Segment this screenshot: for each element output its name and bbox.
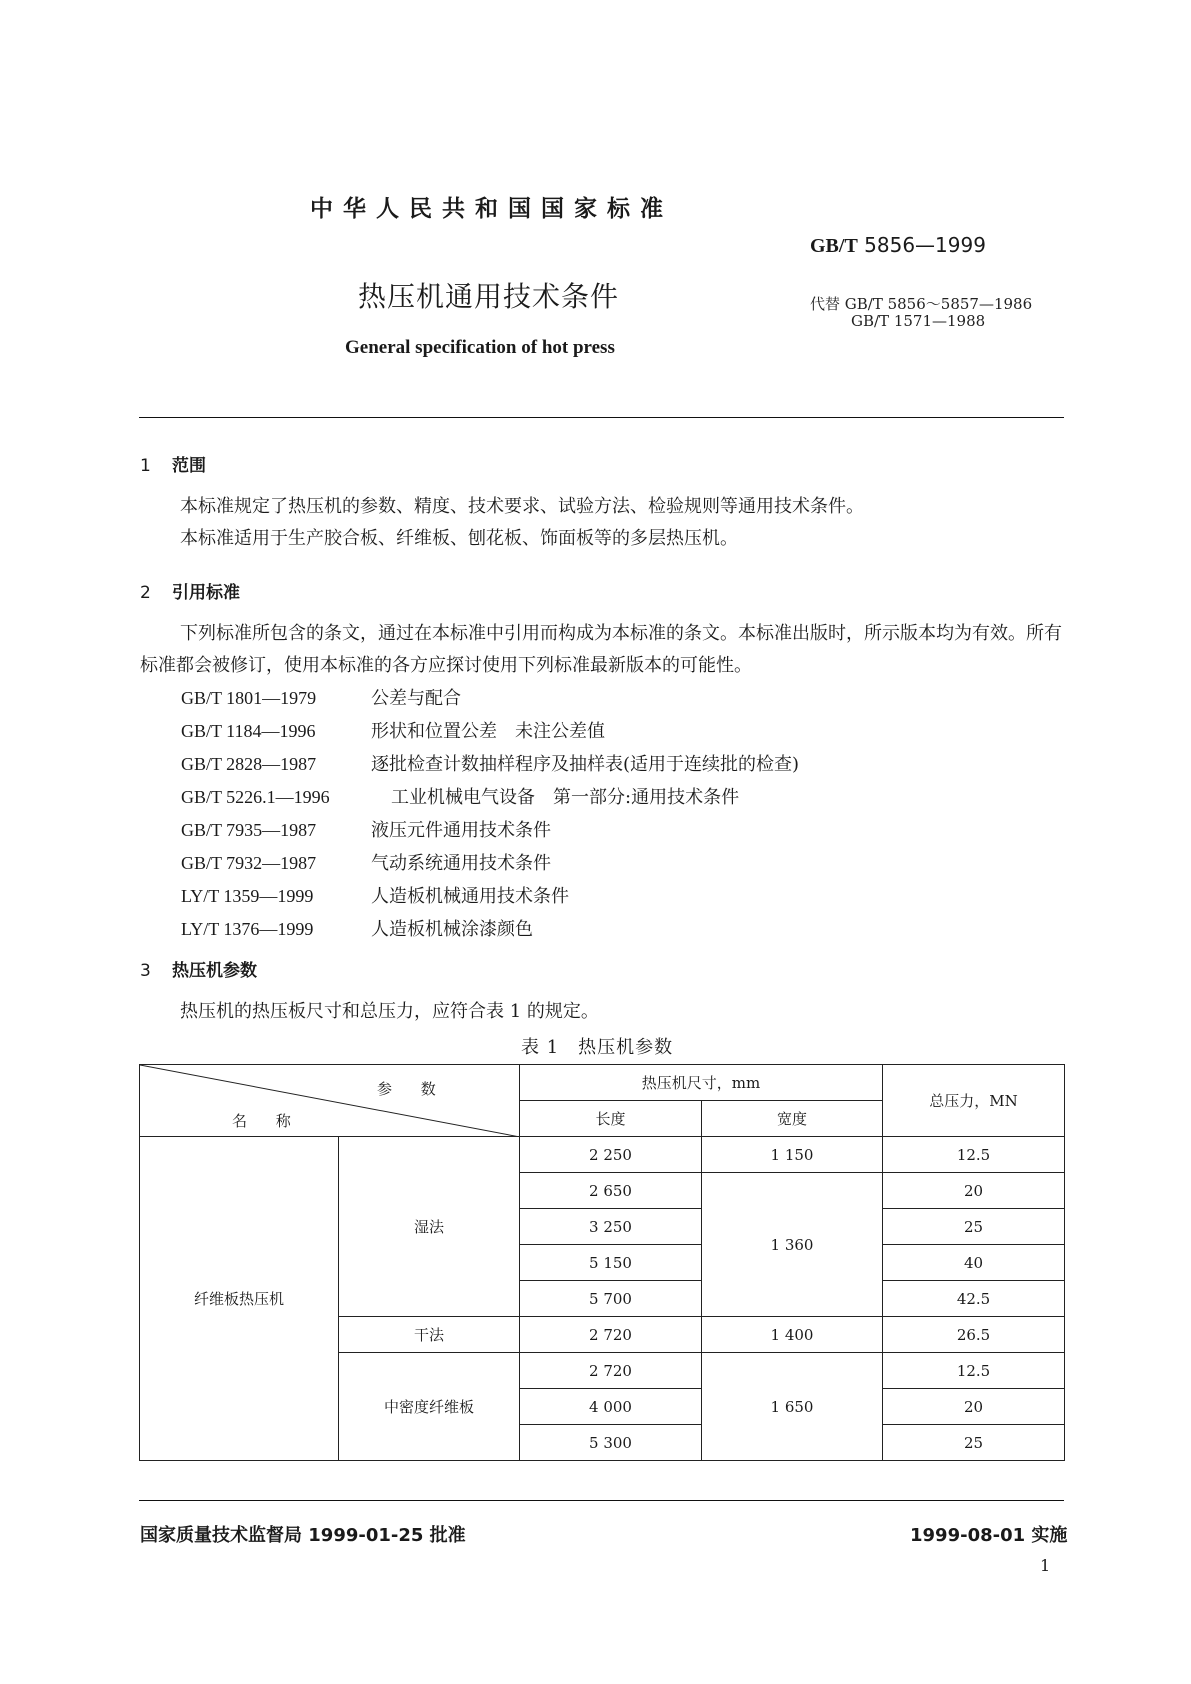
group-cell-mdf: 中密度纤维板 bbox=[339, 1353, 520, 1461]
category-cell: 纤维板热压机 bbox=[140, 1137, 339, 1461]
force-cell: 25 bbox=[883, 1425, 1065, 1461]
reference-title: 人造板机械通用技术条件 bbox=[371, 886, 569, 907]
length-cell: 5 150 bbox=[520, 1245, 702, 1281]
replaces-note bbox=[810, 296, 1032, 330]
width-cell: 1 150 bbox=[702, 1137, 883, 1173]
section-number: 3 bbox=[140, 961, 151, 981]
length-cell: 3 250 bbox=[520, 1209, 702, 1245]
section-1-heading bbox=[140, 451, 206, 476]
reference-item bbox=[181, 847, 799, 880]
section-1-paragraph-1: 本标准规定了热压机的参数、精度、技术要求、试验方法、检验规则等通用技术条件。 bbox=[180, 496, 864, 517]
diagonal-line bbox=[140, 1065, 520, 1137]
width-cell: 1 360 bbox=[702, 1173, 883, 1317]
header-force: 总压力，MN bbox=[883, 1065, 1065, 1137]
reference-code: LY/T 1376—1999 bbox=[181, 919, 314, 939]
effective-date: 1999-08-01 实施 bbox=[910, 1525, 1068, 1546]
header-width: 宽度 bbox=[702, 1101, 883, 1137]
section-title: 范围 bbox=[172, 456, 206, 476]
reference-code: GB/T 1801—1979 bbox=[181, 688, 317, 708]
force-cell: 40 bbox=[883, 1245, 1065, 1281]
group-cell-wet: 湿法 bbox=[339, 1137, 520, 1317]
header-length: 长度 bbox=[520, 1101, 702, 1137]
force-cell: 42.5 bbox=[883, 1281, 1065, 1317]
reference-title: 逐批检查计数抽样程序及抽样表(适用于连续批的检查) bbox=[371, 754, 800, 775]
reference-code: GB/T 1184—1996 bbox=[181, 721, 316, 741]
replaces-line-1: 代替 GB/T 5856～5857—1986 bbox=[810, 295, 1033, 313]
reference-code: GB/T 2828—1987 bbox=[181, 754, 317, 774]
section-3-paragraph-1: 热压机的热压板尺寸和总压力，应符合表 1 的规定。 bbox=[180, 1001, 599, 1022]
reference-item bbox=[181, 715, 799, 748]
table-row bbox=[140, 1137, 1065, 1173]
reference-title: 公差与配合 bbox=[371, 688, 461, 709]
length-cell: 5 300 bbox=[520, 1425, 702, 1461]
length-cell: 2 720 bbox=[520, 1353, 702, 1389]
reference-code: LY/T 1359—1999 bbox=[181, 886, 314, 906]
section-number: 2 bbox=[140, 583, 151, 603]
length-cell: 2 650 bbox=[520, 1173, 702, 1209]
reference-title: 气动系统通用技术条件 bbox=[371, 853, 551, 874]
national-standard-heading: 中华人民共和国国家标准 bbox=[310, 196, 673, 222]
force-cell: 12.5 bbox=[883, 1353, 1065, 1389]
hot-press-parameters-table bbox=[139, 1064, 1065, 1461]
section-2-paragraph-1: 下列标准所包含的条文，通过在本标准中引用而构成为本标准的条文。本标准出版时，所示版本均为有效。所有标准都会被修订，使用本标准的各方应探讨使用下列标准最新版本的可能性。 bbox=[140, 623, 1062, 676]
force-cell: 25 bbox=[883, 1209, 1065, 1245]
footer-divider bbox=[139, 1500, 1064, 1501]
standard-code-number: 5856—1999 bbox=[864, 233, 986, 257]
reference-title: 形状和位置公差 未注公差值 bbox=[371, 721, 605, 742]
reference-item bbox=[181, 748, 799, 781]
section-3-heading bbox=[140, 956, 257, 981]
width-cell: 1 650 bbox=[702, 1353, 883, 1461]
reference-title: 工业机械电气设备 第一部分:通用技术条件 bbox=[391, 787, 740, 808]
reference-code: GB/T 5226.1—1996 bbox=[181, 787, 330, 807]
length-cell: 5 700 bbox=[520, 1281, 702, 1317]
reference-code: GB/T 7932—1987 bbox=[181, 853, 317, 873]
header-name-label: 名 称 bbox=[232, 1112, 303, 1130]
section-1-paragraph-2: 本标准适用于生产胶合板、纤维板、刨花板、饰面板等的多层热压机。 bbox=[180, 528, 738, 549]
group-cell-dry: 干法 bbox=[339, 1317, 520, 1353]
section-title: 引用标准 bbox=[172, 583, 240, 603]
page-number: 1 bbox=[1040, 1556, 1051, 1575]
section-title: 热压机参数 bbox=[172, 961, 257, 981]
reference-item bbox=[181, 880, 799, 913]
section-number: 1 bbox=[140, 456, 151, 476]
length-cell: 2 250 bbox=[520, 1137, 702, 1173]
approval-note: 国家质量技术监督局 1999-01-25 批准 bbox=[140, 1525, 466, 1546]
force-cell: 20 bbox=[883, 1389, 1065, 1425]
reference-item bbox=[181, 682, 799, 715]
reference-title: 液压元件通用技术条件 bbox=[371, 820, 551, 841]
replaces-line-2: GB/T 1571—1988 bbox=[851, 312, 986, 330]
reference-item bbox=[181, 913, 799, 946]
reference-item bbox=[181, 814, 799, 847]
reference-item bbox=[181, 781, 799, 814]
width-cell: 1 400 bbox=[702, 1317, 883, 1353]
reference-code: GB/T 7935—1987 bbox=[181, 820, 317, 840]
force-cell: 20 bbox=[883, 1173, 1065, 1209]
referenced-standards-list bbox=[181, 682, 799, 946]
standard-code bbox=[810, 233, 986, 258]
length-cell: 4 000 bbox=[520, 1389, 702, 1425]
force-cell: 26.5 bbox=[883, 1317, 1065, 1353]
table-caption: 表 1 热压机参数 bbox=[521, 1037, 674, 1058]
force-cell: 12.5 bbox=[883, 1137, 1065, 1173]
length-cell: 2 720 bbox=[520, 1317, 702, 1353]
table-header-row bbox=[140, 1065, 1065, 1101]
section-2-heading bbox=[140, 578, 240, 603]
header-params-label: 参 数 bbox=[377, 1080, 448, 1098]
header-divider bbox=[139, 417, 1064, 418]
document-title: 热压机通用技术条件 bbox=[358, 280, 620, 313]
reference-title: 人造板机械涂漆颜色 bbox=[371, 919, 533, 940]
standard-code-prefix: GB/T bbox=[810, 235, 858, 257]
english-title: General specification of hot press bbox=[345, 337, 615, 358]
header-size: 热压机尺寸，mm bbox=[520, 1065, 883, 1101]
diagonal-header-cell bbox=[140, 1065, 520, 1137]
